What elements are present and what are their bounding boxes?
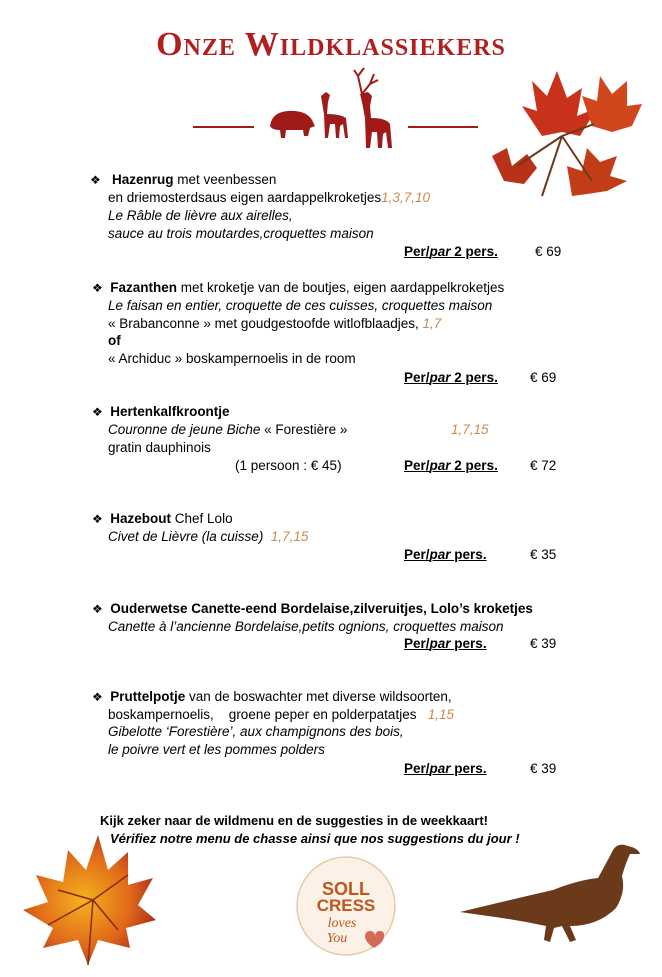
item-description: en driemosterdsaus eigen aardappelkroketjes1,3,7,10 <box>108 190 430 205</box>
wildlife-decoration-icon <box>190 66 480 156</box>
item-note: (1 persoon : € 45) <box>235 458 342 473</box>
item-description-fr: sauce au trois moutardes,croquettes maison <box>108 226 374 241</box>
pheasant-icon <box>458 840 648 945</box>
price: € 39 <box>530 636 557 651</box>
svg-text:You: You <box>326 931 348 946</box>
item-description-fr: le poivre vert et les pommes polders <box>108 742 325 757</box>
sollcress-logo-icon <box>295 855 397 957</box>
item-description-fr: Le Râble de lièvre aux airelles, <box>108 208 293 223</box>
diamond-bullet-icon: ❖ <box>92 512 103 526</box>
portion-label: Per/par 2 pers. <box>404 458 498 473</box>
price: € 72 <box>530 458 557 473</box>
diamond-bullet-icon: ❖ <box>90 173 101 187</box>
price: € 69 <box>535 244 562 259</box>
menu-item-hazenrug: ❖ Hazenrug met veenbessen <box>90 172 277 187</box>
item-description-fr: Civet de Lièvre (la cuisse) 1,7,15 <box>108 529 309 544</box>
diamond-bullet-icon: ❖ <box>92 690 103 704</box>
menu-item-pruttelpotje: ❖ Pruttelpotje van de boswachter met diverse wildsoorten, <box>92 689 452 704</box>
allergen-codes: 1,7 <box>422 316 442 331</box>
menu-item-hertenkalfkroontje: ❖ Hertenkalfkroontje <box>92 404 230 419</box>
portion-label: Per/par pers. <box>404 761 487 776</box>
price: € 35 <box>530 547 557 562</box>
menu-item-hazebout: ❖ Hazebout Chef Lolo <box>92 511 233 526</box>
svg-text:loves: loves <box>327 916 357 931</box>
item-description-fr: Couronne de jeune Biche « Forestière » <box>108 422 348 437</box>
diamond-bullet-icon: ❖ <box>92 602 103 616</box>
page-title: Onze Wildklassiekers <box>156 26 506 63</box>
item-description-fr: Canette à l’ancienne Bordelaise,petits ognions, croquettes maison <box>108 619 504 634</box>
autumn-leaf-icon <box>18 830 158 970</box>
footer-note-nl: Kijk zeker naar de wildmenu en de suggesties in de weekkaart! <box>100 813 488 828</box>
item-description: « Brabanconne » met goudgestoofde witlofblaadjes, 1,7 <box>108 316 442 331</box>
allergen-codes: 1,7,15 <box>270 529 309 544</box>
allergen-codes: 1,7,15 <box>451 422 489 437</box>
footer-note-fr: Vérifiez notre menu de chasse ainsi que nos suggestions du jour ! <box>110 831 520 846</box>
menu-item-canette-eend: ❖ Ouderwetse Canette-eend Bordelaise,zilveruitjes, Lolo’s kroketjes <box>92 601 533 616</box>
maple-leaf-icon <box>482 66 652 206</box>
allergen-codes: 1,3,7,10 <box>381 190 430 205</box>
diamond-bullet-icon: ❖ <box>92 281 103 295</box>
item-description: « Archiduc » boskampernoelis in de room <box>108 351 356 366</box>
menu-item-fazanthen: ❖ Fazanthen met kroketje van de boutjes, eigen aardappelkroketjes <box>92 280 505 295</box>
portion-label: Per/par pers. <box>404 636 487 651</box>
diamond-bullet-icon: ❖ <box>92 405 103 419</box>
portion-label: Per/par 2 pers. <box>404 244 498 259</box>
svg-text:CRESS: CRESS <box>316 896 376 915</box>
portion-label: Per/par pers. <box>404 547 487 562</box>
price: € 69 <box>530 370 557 385</box>
item-description: boskampernoelis, groene peper en polderpatatjes 1,15 <box>108 707 454 722</box>
portion-label: Per/par 2 pers. <box>404 370 498 385</box>
item-description: gratin dauphinois <box>108 440 211 455</box>
allergen-codes: 1,15 <box>427 707 454 722</box>
item-description-fr: Gibelotte ‘Forestière’, aux champignons des bois, <box>108 724 404 739</box>
svg-text:SOLL: SOLL <box>322 879 370 899</box>
item-description-fr: Le faisan en entier, croquette de ces cuisses, croquettes maison <box>108 298 493 313</box>
item-or: of <box>108 333 121 348</box>
price: € 39 <box>530 761 557 776</box>
